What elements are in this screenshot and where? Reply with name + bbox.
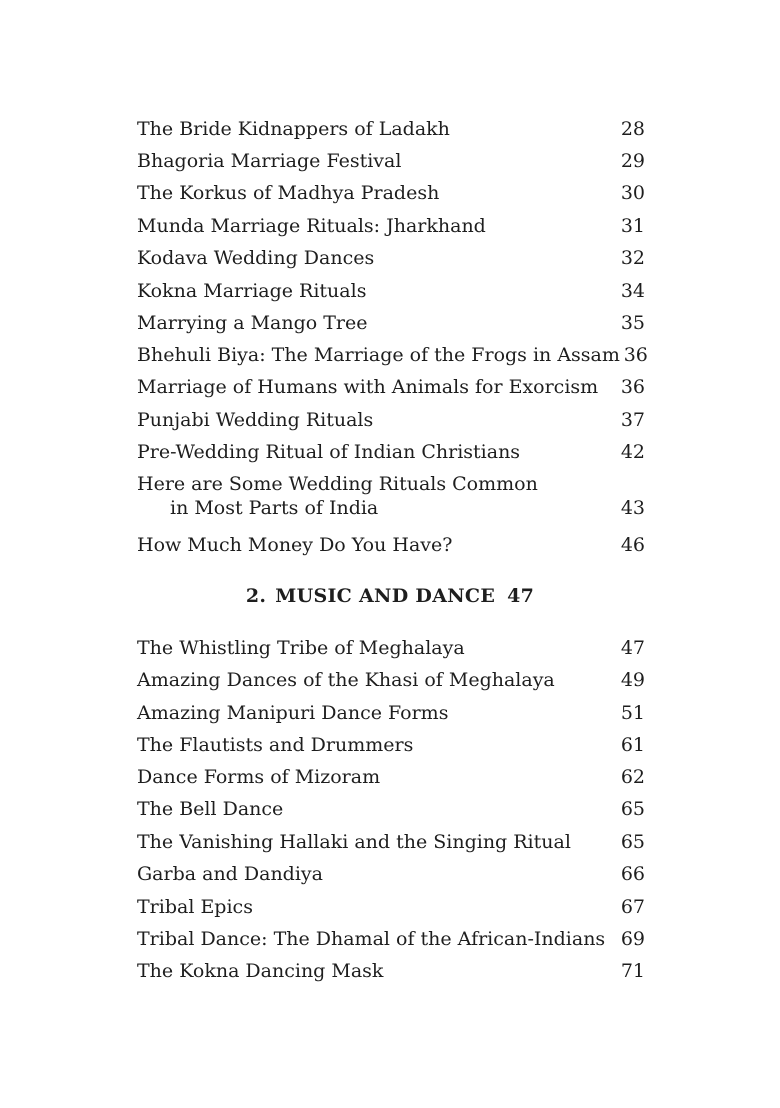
toc-entry-title: Tribal Epics — [137, 896, 253, 918]
toc-entry — [137, 214, 645, 238]
toc-entry — [137, 927, 645, 951]
toc-entry — [137, 895, 645, 919]
toc-entry-page: 66 — [620, 863, 645, 885]
toc-entry — [137, 343, 648, 367]
toc-entry — [137, 440, 645, 464]
toc-entry — [137, 117, 645, 141]
toc-entry-title: Amazing Dances of the Khasi of Meghalaya — [137, 669, 555, 691]
toc-entry-title: Pre-Wedding Ritual of Indian Christians — [137, 441, 521, 463]
toc-entry-title-line2: in Most Parts of India — [170, 497, 379, 519]
toc-entry-title: How Much Money Do You Have? — [137, 534, 453, 556]
toc-entry-page: 61 — [620, 734, 645, 756]
toc-entry-title: Munda Marriage Rituals: Jharkhand — [137, 215, 486, 237]
toc-entry-page: 65 — [620, 831, 645, 853]
toc-entry-title — [137, 472, 538, 520]
toc-entry-title: The Flautists and Drummers — [137, 734, 414, 756]
toc-entry-page: 71 — [620, 960, 645, 982]
toc-entry-page: 69 — [620, 928, 645, 950]
toc-entry-title: Amazing Manipuri Dance Forms — [137, 702, 449, 724]
toc-entry-title-line1: Here are Some Wedding Rituals Common — [137, 473, 538, 495]
section-heading — [0, 585, 780, 607]
toc-entry-page: 34 — [620, 280, 645, 302]
toc-entry-title: Kokna Marriage Rituals — [137, 280, 367, 302]
toc-entry — [137, 765, 645, 789]
toc-entry — [137, 533, 645, 557]
toc-entry-title: Dance Forms of Mizoram — [137, 766, 381, 788]
toc-entry-title: Kodava Wedding Dances — [137, 247, 375, 269]
toc-entry — [137, 181, 645, 205]
toc-entry-title: Garba and Dandiya — [137, 863, 323, 885]
toc-entry — [137, 668, 645, 692]
toc-entry-page: 30 — [620, 182, 645, 204]
toc-entry-title: The Vanishing Hallaki and the Singing Ritual — [137, 831, 571, 853]
toc-entry — [137, 279, 645, 303]
toc-entry-page: 65 — [620, 798, 645, 820]
toc-entry — [137, 246, 645, 270]
toc-entry-page: 35 — [620, 312, 645, 334]
toc-entry-page: 29 — [620, 150, 645, 172]
toc-entry-title: The Bride Kidnappers of Ladakh — [137, 118, 450, 140]
toc-entry-page: 51 — [620, 702, 645, 724]
toc-entry — [137, 733, 645, 757]
toc-entry — [137, 311, 645, 335]
toc-entry — [137, 830, 645, 854]
toc-entry — [137, 862, 645, 886]
toc-entry — [137, 375, 645, 399]
toc-entry-title: Marrying a Mango Tree — [137, 312, 368, 334]
toc-entry — [137, 701, 645, 725]
toc-entry-page: 36 — [623, 344, 648, 366]
toc-entry-page: 47 — [620, 637, 645, 659]
toc-entry — [137, 797, 645, 821]
toc-entry-title: Tribal Dance: The Dhamal of the African-Indians — [137, 928, 606, 950]
section-page: 47 — [507, 585, 535, 607]
toc-entry-page: 67 — [620, 896, 645, 918]
toc-entry-page: 46 — [620, 534, 645, 556]
toc-entry-title: The Bell Dance — [137, 798, 284, 820]
toc-entry — [137, 408, 645, 432]
toc-entry-title: Bhagoria Marriage Festival — [137, 150, 402, 172]
toc-entry-title: Marriage of Humans with Animals for Exorcism — [137, 376, 599, 398]
toc-entry-page: 31 — [620, 215, 645, 237]
toc-entry — [137, 149, 645, 173]
toc-entry — [137, 959, 645, 983]
toc-entry-title: Punjabi Wedding Rituals — [137, 409, 374, 431]
toc-entry — [137, 636, 645, 660]
toc-entry-page: 62 — [620, 766, 645, 788]
toc-entry-page: 42 — [620, 441, 645, 463]
toc-entry-title: Bhehuli Biya: The Marriage of the Frogs in Assam — [137, 344, 620, 366]
toc-entry-page: 36 — [620, 376, 645, 398]
toc-entry-page: 32 — [620, 247, 645, 269]
toc-entry-page: 28 — [620, 118, 645, 140]
section-title: MUSIC AND DANCE — [275, 585, 496, 607]
section-number: 2. — [245, 585, 267, 607]
toc-entry-title: The Korkus of Madhya Pradesh — [137, 182, 440, 204]
toc-entry-page: 37 — [620, 409, 645, 431]
toc-entry-page: 49 — [620, 669, 645, 691]
toc-entry — [137, 472, 645, 520]
toc-entry-title: The Whistling Tribe of Meghalaya — [137, 637, 465, 659]
toc-entry-title: The Kokna Dancing Mask — [137, 960, 384, 982]
toc-entry-page: 43 — [620, 497, 645, 519]
